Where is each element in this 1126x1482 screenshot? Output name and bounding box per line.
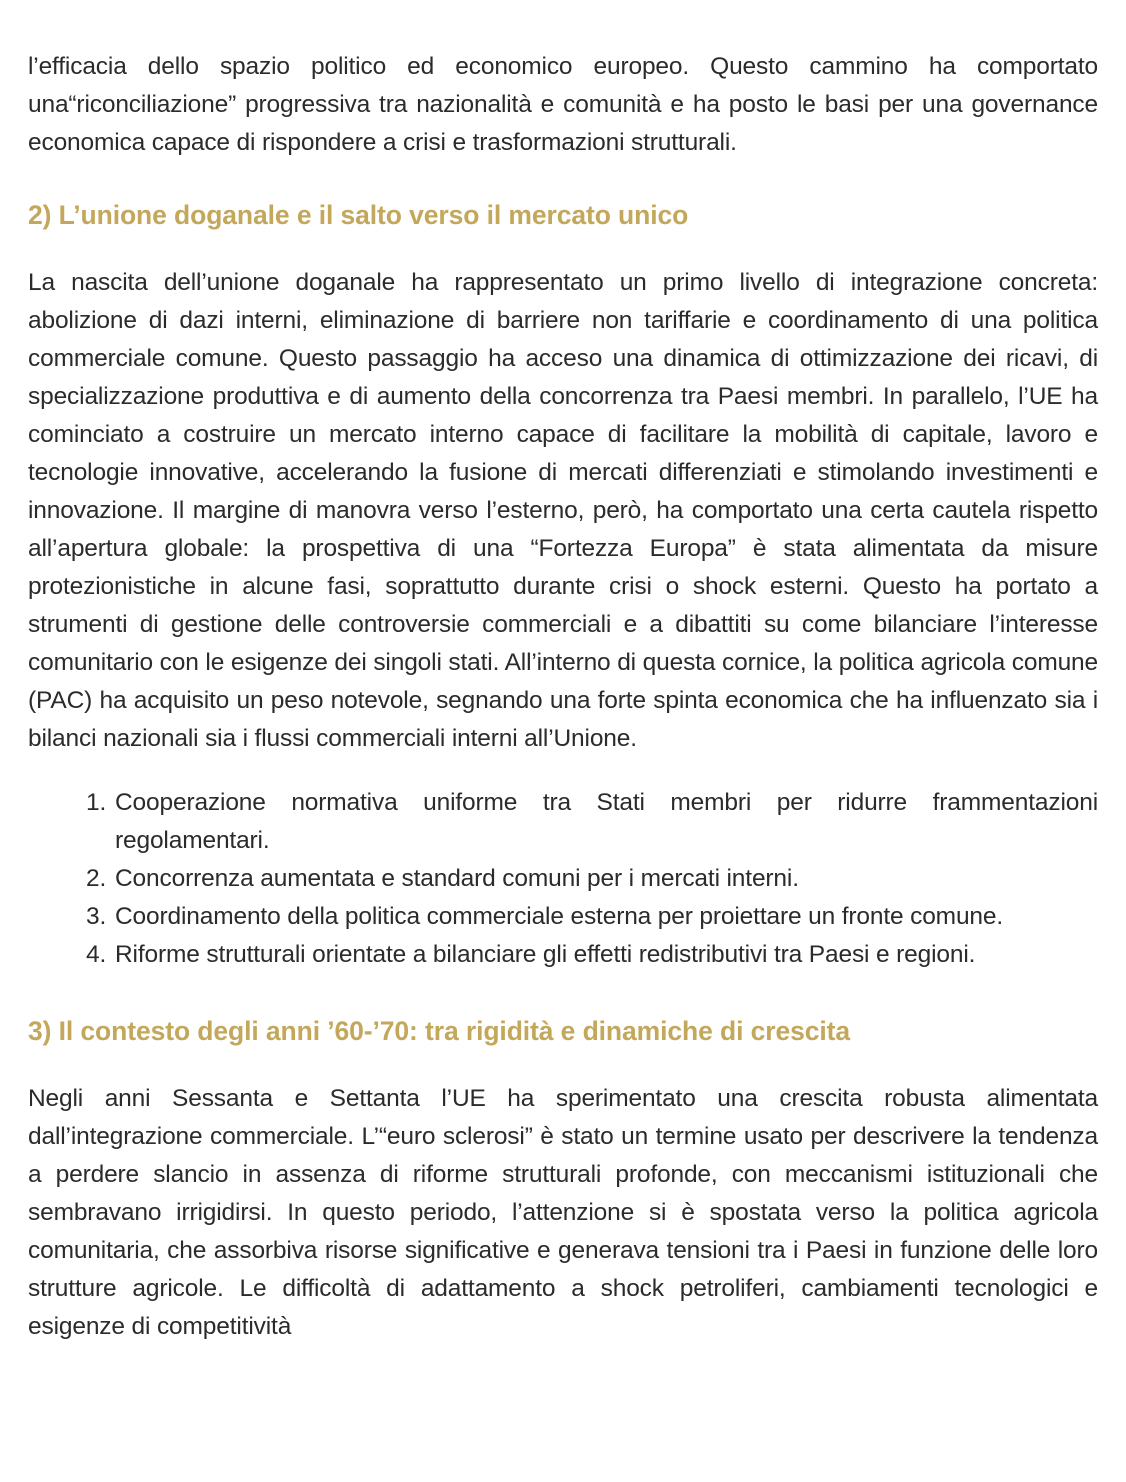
- section-2-paragraph: La nascita dell’unione doganale ha rappresentato un primo livello di integrazione concreta: abolizione di dazi interni, eliminazione di barriere non tariffarie e coordinamento di una politica commerciale comune. Questo passaggio ha acceso una dinamica di ottimizzazione dei ricavi, di specializzazione produttiva e di aumento della concorrenza tra Paesi membri. In parallelo, l’UE ha cominciato a costruire un mercato interno capace di facilitare la mobilità di capitale, lavoro e tecnologie innovative, accelerando la fusione di mercati differenziati e stimolando investimenti e innovazione. Il margine di manovra verso l’esterno, però, ha comportato una certa cautela rispetto all’apertura globale: la prospettiva di una “Fortezza Europa” è stata alimentata da misure protezionistiche in alcune fasi, soprattutto durante crisi o shock esterni. Questo ha portato a strumenti di gestione delle controversie commerciali e a dibattiti su come bilanciare l’interesse comunitario con le esigenze dei singoli stati. All’interno di questa cornice, la politica agricola comune (PAC) ha acquisito un peso notevole, segnando una forte spinta economica che ha influenzato sia i bilanci nazionali sia i flussi commerciali interni all’Unione.: [28, 269, 1098, 752]
- section-3-paragraph: Negli anni Sessanta e Settanta l’UE ha sperimentato una crescita robusta alimentata dall’integrazione commerciale. L’“euro sclerosi” è stato un termine usato per descrivere la tendenza a perdere slancio in assenza di riforme strutturali profonde, con meccanismi istituzionali che sembravano irrigidirsi. In questo periodo, l’attenzione si è spostata verso la politica agricola comunitaria, che assorbiva risorse significative e generava tensioni tra i Paesi in funzione delle loro strutture agricole. Le difficoltà di adattamento a shock petroliferi, cambiamenti tecnologici e esigenze di competitività: [28, 1085, 1098, 1340]
- spacer-before-list: [28, 758, 1098, 784]
- list-item: Cooperazione normativa uniforme tra Stati membri per ridurre frammentazioni regolamentari.: [115, 789, 1098, 854]
- numbered-list: [28, 784, 1098, 974]
- spacer-after-heading-3: [28, 1048, 1098, 1080]
- section-heading-3: 3) Il contesto degli anni ’60-’70: tra rigidità e dinamiche di crescita: [28, 1016, 850, 1046]
- list-item: Coordinamento della politica commerciale esterna per proiettare un fronte comune.: [115, 903, 1004, 930]
- list-item: Concorrenza aumentata e standard comuni per i mercati interni.: [115, 865, 799, 892]
- spacer-before-heading-2: [28, 162, 1098, 198]
- spacer-before-heading-3: [28, 974, 1098, 1014]
- list-item: Riforme strutturali orientate a bilanciare gli effetti redistributivi tra Paesi e regioni.: [115, 941, 976, 968]
- intro-paragraph: l’efficacia dello spazio politico ed economico europeo. Questo cammino ha comportato una“riconciliazione” progressiva tra nazionalità e comunità e ha posto le basi per una governance economica capace di rispondere a crisi e trasformazioni strutturali.: [28, 53, 1098, 156]
- section-heading-2: 2) L’unione doganale e il salto verso il mercato unico: [28, 200, 689, 230]
- spacer-after-heading-2: [28, 232, 1098, 264]
